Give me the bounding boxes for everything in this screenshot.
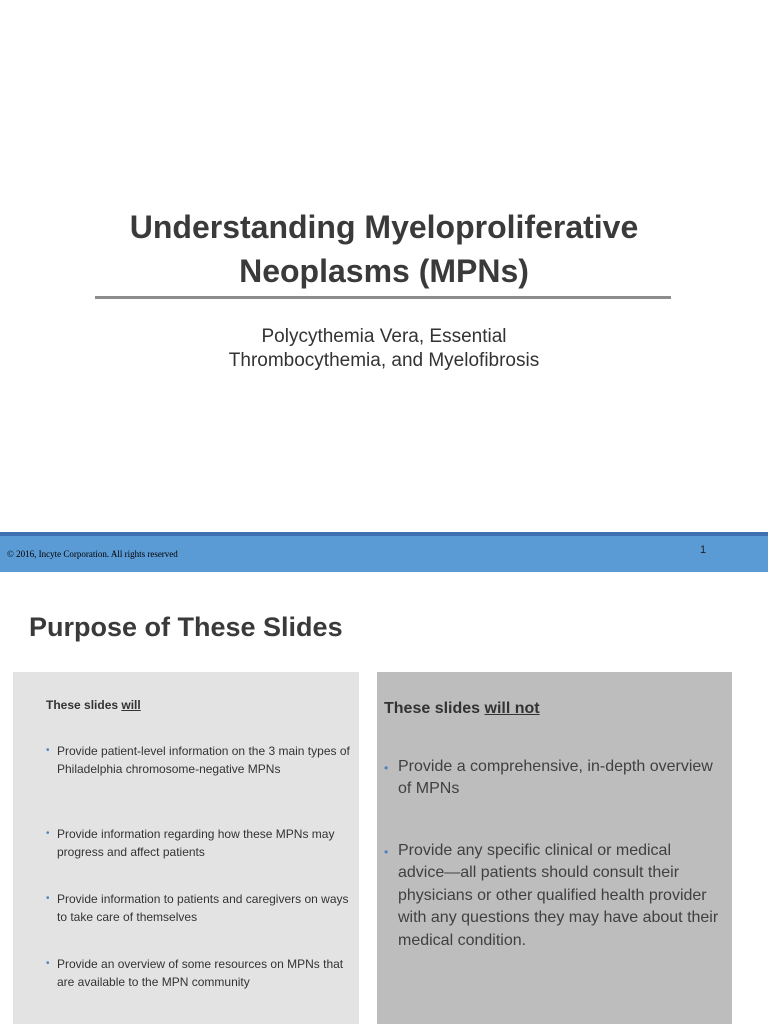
will-not-heading-emphasis: will not bbox=[484, 700, 540, 717]
will-not-bullet-text: Provide a comprehensive, in-depth overview of MPNs bbox=[398, 758, 713, 798]
will-bullet-text: Provide an overview of some resources on MPNs that are available to the MPN community bbox=[57, 957, 344, 989]
will-heading-emphasis: will bbox=[121, 698, 141, 712]
purpose-slide bbox=[0, 572, 768, 1024]
will-bullet-text: Provide patient-level information on the 3 main types of Philadelphia chromosome-negative MPNs bbox=[57, 744, 350, 776]
bullet-dot-icon: • bbox=[46, 828, 50, 839]
title-divider bbox=[95, 296, 671, 299]
will-not-heading bbox=[384, 700, 540, 718]
purpose-slide-title: Purpose of These Slides bbox=[29, 612, 343, 642]
will-heading bbox=[46, 698, 141, 712]
bullet-dot-icon: • bbox=[46, 893, 50, 904]
will-heading-prefix: These slides bbox=[46, 698, 122, 712]
will-not-bullet bbox=[384, 840, 719, 952]
will-bullet bbox=[46, 825, 351, 861]
will-bullet-text: Provide information to patients and caregivers on ways to take care of themselves bbox=[57, 892, 349, 924]
page-number: 1 bbox=[700, 544, 707, 556]
slide-subtitle bbox=[100, 325, 668, 373]
will-not-panel bbox=[377, 672, 732, 1024]
will-not-bullet bbox=[384, 756, 719, 801]
will-bullet bbox=[46, 890, 351, 926]
slide-title-line-1: Understanding Myeloproliferative bbox=[129, 209, 639, 245]
copyright-notice: © 2016, Incyte Corporation. All rights reserved bbox=[7, 549, 178, 559]
will-panel bbox=[13, 672, 359, 1024]
bullet-dot-icon: • bbox=[46, 958, 50, 969]
bullet-dot-icon: • bbox=[384, 845, 389, 859]
bullet-dot-icon: • bbox=[46, 745, 50, 756]
will-bullet bbox=[46, 955, 351, 991]
slide-title-line-2: Neoplasms (MPNs) bbox=[239, 253, 529, 289]
bullet-dot-icon: • bbox=[384, 761, 389, 775]
slide-subtitle-line-2: Thrombocythemia, and Myelofibrosis bbox=[228, 350, 540, 371]
will-not-heading-prefix: These slides bbox=[384, 700, 485, 717]
will-not-bullet-text: Provide any specific clinical or medical advice—all patients should consult their physicians or other qualified health provider with any questions they may have about their medical condition. bbox=[398, 842, 719, 949]
will-bullet-text: Provide information regarding how these MPNs may progress and affect patients bbox=[57, 827, 335, 859]
slide-title bbox=[60, 205, 708, 293]
slide-subtitle-line-1: Polycythemia Vera, Essential bbox=[261, 326, 507, 347]
will-bullet bbox=[46, 742, 351, 778]
